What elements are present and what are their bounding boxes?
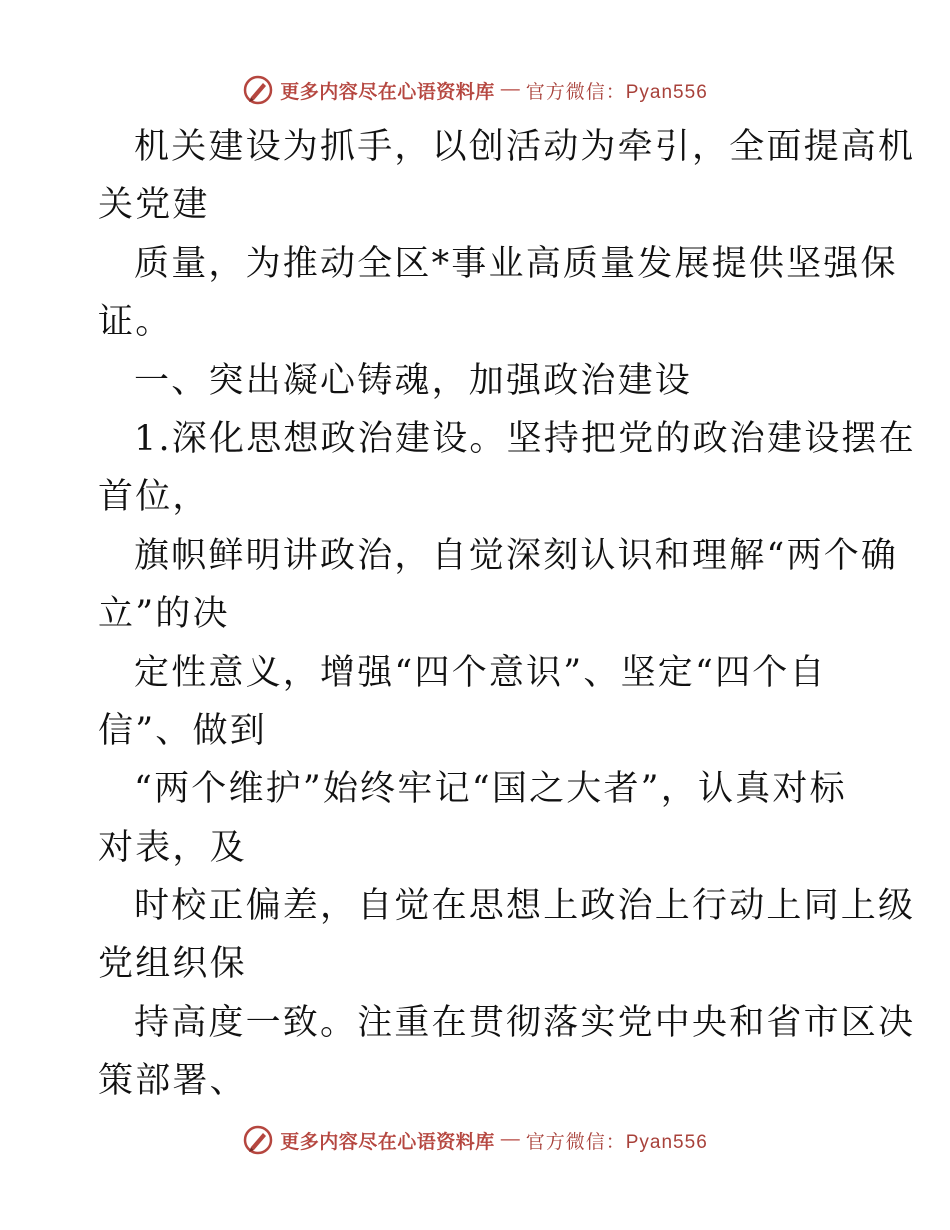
header-watermark-banner: [0, 70, 950, 110]
brand-text: 更多内容尽在心语资料库: [280, 1130, 495, 1153]
text-line: 质量，为推动全区*事业高质量发展提供坚强保: [134, 243, 898, 284]
pen-logo-icon: [242, 1124, 274, 1156]
text-line: 对表，及: [98, 827, 247, 868]
text-line: 旗帜鲜明讲政治，自觉深刻认识和理解“两个确: [134, 535, 899, 576]
brand-text: 更多内容尽在心语资料库: [280, 80, 495, 103]
text-line: 首位，: [98, 477, 210, 518]
text-line: 党组织保: [98, 944, 247, 985]
wechat-id-text: 官方微信：Pyan556: [525, 81, 708, 103]
text-line: “两个维护”始终牢记“国之大者”，认真对标: [134, 769, 847, 810]
banner-separator: —: [500, 1129, 520, 1150]
footer-watermark-banner: [0, 1120, 950, 1160]
text-line: 信”、做到: [98, 710, 267, 751]
pen-logo-icon: [242, 74, 274, 106]
text-line: 证。: [98, 302, 173, 343]
text-line: 1.深化思想政治建设。坚持把党的政治建设摆在: [134, 418, 916, 459]
document-body: [98, 118, 916, 1111]
text-line: 定性意义，增强“四个意识”、坚定“四个自: [134, 652, 827, 693]
text-line: 时校正偏差，自觉在思想上政治上行动上同上级: [134, 886, 916, 927]
banner-separator: —: [500, 79, 520, 100]
text-line: 关党建: [98, 185, 210, 226]
text-line: 策部署、: [98, 1061, 247, 1102]
text-line: 立”的决: [98, 594, 230, 635]
wechat-id-text: 官方微信：Pyan556: [525, 1131, 708, 1153]
text-line: 持高度一致。注重在贯彻落实党中央和省市区决: [134, 1002, 916, 1043]
text-line: 一、突出凝心铸魂，加强政治建设: [134, 360, 693, 401]
text-line: 机关建设为抓手，以创活动为牵引，全面提高机: [134, 127, 916, 167]
